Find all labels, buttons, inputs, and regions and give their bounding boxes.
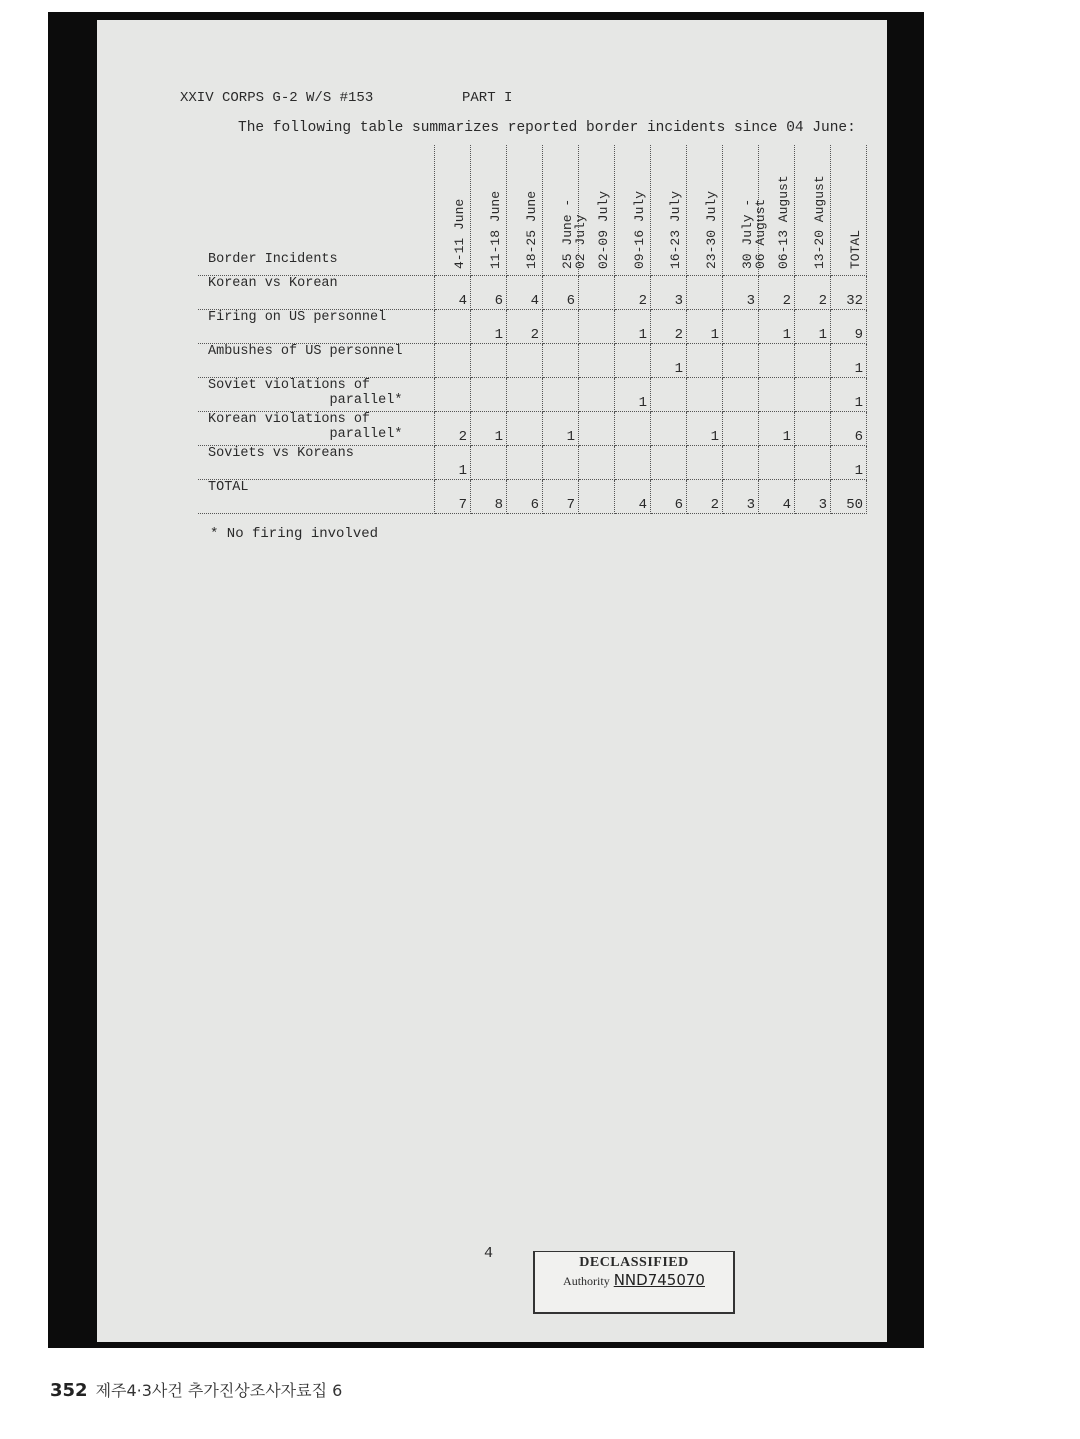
table-cell [723, 412, 759, 446]
table-cell [795, 378, 831, 412]
column-header-label: 23-30 July [703, 190, 719, 269]
table-row [198, 480, 867, 514]
table-cell: 1 [687, 412, 723, 446]
row-label: TOTAL [198, 480, 435, 514]
table-cell: 1 [435, 446, 471, 480]
book-footer [50, 1378, 342, 1401]
table-row [198, 276, 867, 310]
declassified-stamp [533, 1251, 735, 1314]
column-header-label: 06-13 August [775, 175, 791, 269]
table-cell: 1 [543, 412, 579, 446]
table-row [198, 446, 867, 480]
intro-text: The following table summarizes reported border incidents since 04 June: [238, 120, 856, 136]
table-cell [651, 412, 687, 446]
table-row [198, 344, 867, 378]
table-cell [687, 378, 723, 412]
row-header: Border Incidents [198, 145, 435, 276]
table-cell [651, 378, 687, 412]
table-cell [579, 446, 615, 480]
column-header [579, 145, 615, 276]
footer-book-title: 제주4·3사건 추가진상조사자료집 6 [95, 1381, 343, 1400]
column-header [687, 145, 723, 276]
border-incidents-table [198, 145, 867, 514]
table-cell [723, 344, 759, 378]
table-cell: 2 [507, 310, 543, 344]
table-cell: 7 [435, 480, 471, 514]
table-cell: 1 [759, 412, 795, 446]
column-header [723, 145, 768, 276]
table-cell [507, 344, 543, 378]
table-cell [435, 344, 471, 378]
row-label: Korean vs Korean [198, 276, 435, 310]
table-cell: 2 [615, 276, 651, 310]
table-cell: 9 [831, 310, 867, 344]
table-cell [651, 446, 687, 480]
column-header-label: 02-09 July [595, 190, 611, 269]
table-cell: 1 [759, 310, 795, 344]
table-row [198, 310, 867, 344]
table-cell [507, 412, 543, 446]
table-cell: 2 [651, 310, 687, 344]
table-cell: 1 [831, 378, 867, 412]
table-cell [579, 412, 615, 446]
column-header-label: 13-20 August [811, 175, 827, 269]
table-cell [507, 378, 543, 412]
column-header [651, 145, 687, 276]
page-number: 4 [484, 1245, 494, 1262]
column-header-label: 09-16 July [631, 190, 647, 269]
table-cell: 1 [471, 412, 507, 446]
table-cell [759, 446, 795, 480]
table-cell [687, 446, 723, 480]
column-header-label: TOTAL [847, 229, 863, 269]
table-cell [471, 344, 507, 378]
table-cell: 6 [651, 480, 687, 514]
document-part: PART I [462, 90, 513, 106]
table-cell: 1 [615, 310, 651, 344]
table-cell: 1 [651, 344, 687, 378]
column-header [831, 145, 867, 276]
table-cell [795, 446, 831, 480]
table-cell: 3 [795, 480, 831, 514]
column-header-label: 4-11 June [451, 198, 467, 269]
row-label: Firing on US personnel [198, 310, 435, 344]
table-cell: 6 [507, 480, 543, 514]
table-cell: 32 [831, 276, 867, 310]
footer-page-number: 352 [50, 1380, 88, 1401]
footnote: * No firing involved [210, 526, 379, 542]
table-cell: 4 [615, 480, 651, 514]
row-label: Korean violations of parallel* [198, 412, 435, 446]
table-cell: 3 [723, 480, 759, 514]
column-header [795, 145, 831, 276]
table-cell [435, 310, 471, 344]
column-header-label: 30 July - 06 August [739, 198, 768, 269]
table-cell: 1 [687, 310, 723, 344]
table-cell: 6 [543, 276, 579, 310]
table-cell [543, 344, 579, 378]
table-cell [507, 446, 543, 480]
table-cell: 1 [831, 344, 867, 378]
table-cell: 50 [831, 480, 867, 514]
table-cell: 2 [687, 480, 723, 514]
column-header [543, 145, 588, 276]
row-label: Soviets vs Koreans [198, 446, 435, 480]
document-header: XXIV CORPS G-2 W/S #153 [180, 90, 374, 106]
table-cell: 2 [795, 276, 831, 310]
stamp-title: DECLASSIFIED [579, 1255, 689, 1270]
table-cell [795, 344, 831, 378]
column-header [471, 145, 507, 276]
row-label: Ambushes of US personnel [198, 344, 435, 378]
table-cell: 6 [471, 276, 507, 310]
table-cell [759, 378, 795, 412]
stamp-authority-number: NND745070 [613, 1271, 705, 1289]
table-cell: 1 [831, 446, 867, 480]
column-header-label: 25 June - 02 July [559, 198, 588, 269]
table-cell [579, 378, 615, 412]
column-header [435, 145, 471, 276]
column-header-label: 11-18 June [487, 190, 503, 269]
table-cell [615, 412, 651, 446]
column-header [615, 145, 651, 276]
table-cell: 2 [759, 276, 795, 310]
column-header [759, 145, 795, 276]
table-cell [471, 378, 507, 412]
table-cell: 2 [435, 412, 471, 446]
table-cell: 4 [507, 276, 543, 310]
column-header-label: 16-23 July [667, 190, 683, 269]
table-cell [579, 480, 615, 514]
table-row [198, 378, 867, 412]
table-cell [795, 412, 831, 446]
table-cell: 4 [759, 480, 795, 514]
table-cell [435, 378, 471, 412]
table-cell [579, 344, 615, 378]
column-header [507, 145, 543, 276]
table-cell: 3 [723, 276, 759, 310]
table-cell: 4 [435, 276, 471, 310]
table-cell: 8 [471, 480, 507, 514]
table-cell: 3 [651, 276, 687, 310]
table-cell [615, 446, 651, 480]
table-cell [579, 310, 615, 344]
table-cell [723, 310, 759, 344]
row-label: Soviet violations of parallel* [198, 378, 435, 412]
table-cell [687, 344, 723, 378]
stamp-authority-label: Authority [563, 1274, 610, 1288]
table-cell: 6 [831, 412, 867, 446]
table-cell [543, 446, 579, 480]
table-cell [759, 344, 795, 378]
column-header-label: 18-25 June [523, 190, 539, 269]
table-cell: 1 [795, 310, 831, 344]
table-cell [579, 276, 615, 310]
table-cell [723, 446, 759, 480]
table-cell: 7 [543, 480, 579, 514]
table-cell [687, 276, 723, 310]
table-cell [543, 378, 579, 412]
table-cell [543, 310, 579, 344]
table-row [198, 412, 867, 446]
table-cell: 1 [471, 310, 507, 344]
table-cell: 1 [615, 378, 651, 412]
table-cell [615, 344, 651, 378]
table-cell [471, 446, 507, 480]
table-cell [723, 378, 759, 412]
